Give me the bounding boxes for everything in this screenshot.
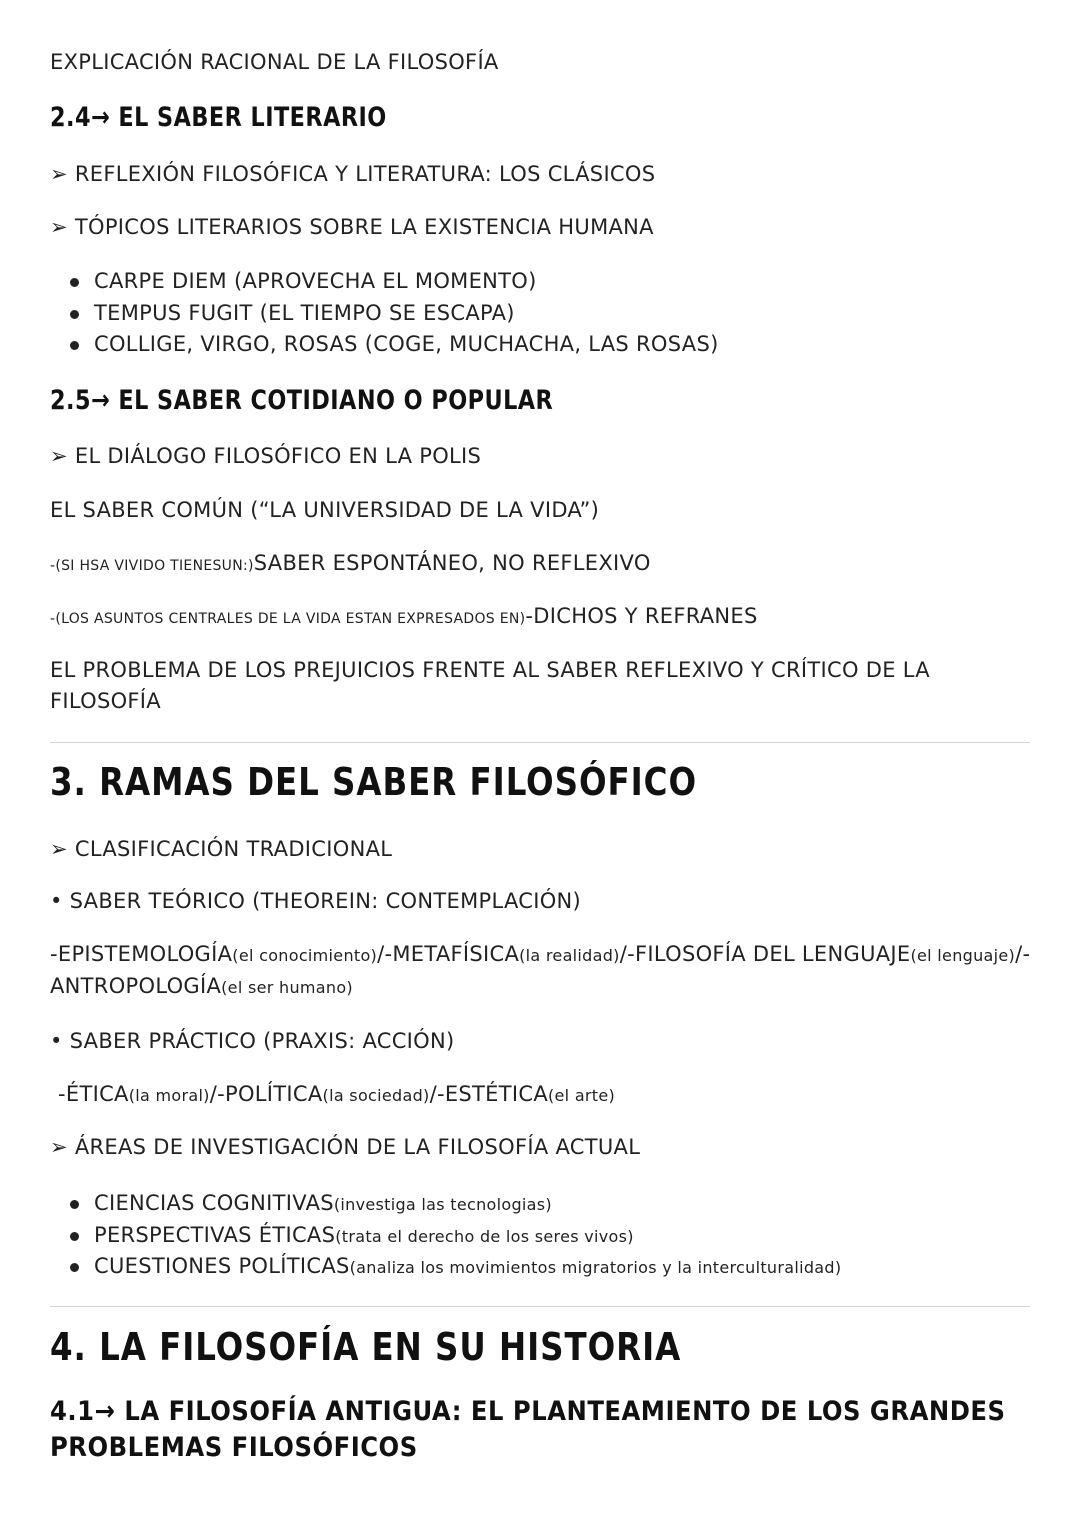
bullet-icon [70,341,79,350]
intro-line: EXPLICACIÓN RACIONAL DE LA FILOSOFÍA [50,50,499,74]
item-topicos-literarios: ➢ TÓPICOS LITERARIOS SOBRE LA EXISTENCIA HUMANA [50,215,654,239]
saber-practico-line: • SABER PRÁCTICO (PRAXIS: ACCIÓN) [50,1029,455,1053]
bullet-icon [70,278,79,287]
teorico-ramas-line-1: -EPISTEMOLOGÍA(el conocimiento)/-METAFÍSICA(la realidad)/-FILOSOFÍA DEL LENGUAJE(el lenguaje)/- [50,942,1031,966]
item-dialogo-polis: ➢ EL DIÁLOGO FILOSÓFICO EN LA POLIS [50,444,482,468]
item-areas-investigacion: ➢ ÁREAS DE INVESTIGACIÓN DE LA FILOSOFÍA ACTUAL [50,1135,641,1159]
section-divider [50,742,1030,743]
heading-2-5: 2.5→ EL SABER COTIDIANO O POPULAR [50,385,554,416]
note-small: -(SI HSA VIVIDO TIENESUN:) [50,558,254,574]
item-reflexion-literatura: ➢ REFLEXIÓN FILOSÓFICA Y LITERATURA: LOS CLÁSICOS [50,162,656,186]
bullet-icon [70,1263,79,1272]
saber-comun-line: EL SABER COMÚN (“LA UNIVERSIDAD DE LA VIDA”) [50,498,600,522]
heading-2-4: 2.4→ EL SABER LITERARIO [50,102,387,133]
list-item: COLLIGE, VIRGO, ROSAS (COGE, MUCHACHA, LAS ROSAS) [70,329,719,361]
bullet-icon [70,1200,79,1209]
heading-4: 4. LA FILOSOFÍA EN SU HISTORIA [50,1325,682,1369]
saber-espontaneo-line: -(SI HSA VIVIDO TIENESUN:)SABER ESPONTÁNEO, NO REFLEXIVO [50,551,651,575]
prejuicios-paragraph: EL PROBLEMA DE LOS PREJUICIOS FRENTE AL SABER REFLEXIVO Y CRÍTICO DE LA FILOSOFÍA [50,658,930,713]
note-small: -(LOS ASUNTOS CENTRALES DE LA VIDA ESTAN EXPRESADOS EN) [50,611,526,627]
topicos-list [70,266,719,361]
saber-teorico-line: • SABER TEÓRICO (THEOREIN: CONTEMPLACIÓN) [50,889,582,913]
list-item: TEMPUS FUGIT (EL TIEMPO SE ESCAPA) [70,298,719,330]
list-item: CARPE DIEM (APROVECHA EL MOMENTO) [70,266,719,298]
practico-ramas-line: -ÉTICA(la moral)/-POLÍTICA(la sociedad)/-ESTÉTICA(el arte) [58,1082,616,1106]
heading-3: 3. RAMAS DEL SABER FILOSÓFICO [50,760,698,804]
section-divider [50,1306,1030,1307]
dichos-refranes-line: -(LOS ASUNTOS CENTRALES DE LA VIDA ESTAN EXPRESADOS EN)-DICHOS Y REFRANES [50,604,758,628]
heading-4-1: 4.1→ LA FILOSOFÍA ANTIGUA: EL PLANTEAMIENTO DE LOS GRANDES PROBLEMAS FILOSÓFICOS [50,1396,1006,1463]
list-item: CUESTIONES POLÍTICAS(analiza los movimientos migratorios y la interculturalidad) [70,1251,841,1283]
list-item: PERSPECTIVAS ÉTICAS(trata el derecho de los seres vivos) [70,1220,841,1252]
bullet-icon [70,1232,79,1241]
bullet-icon [70,310,79,319]
list-item: CIENCIAS COGNITIVAS(investiga las tecnologias) [70,1188,841,1220]
item-clasificacion: ➢ CLASIFICACIÓN TRADICIONAL [50,837,393,861]
teorico-ramas-line-2: ANTROPOLOGÍA(el ser humano) [50,974,353,998]
areas-list [70,1188,841,1283]
